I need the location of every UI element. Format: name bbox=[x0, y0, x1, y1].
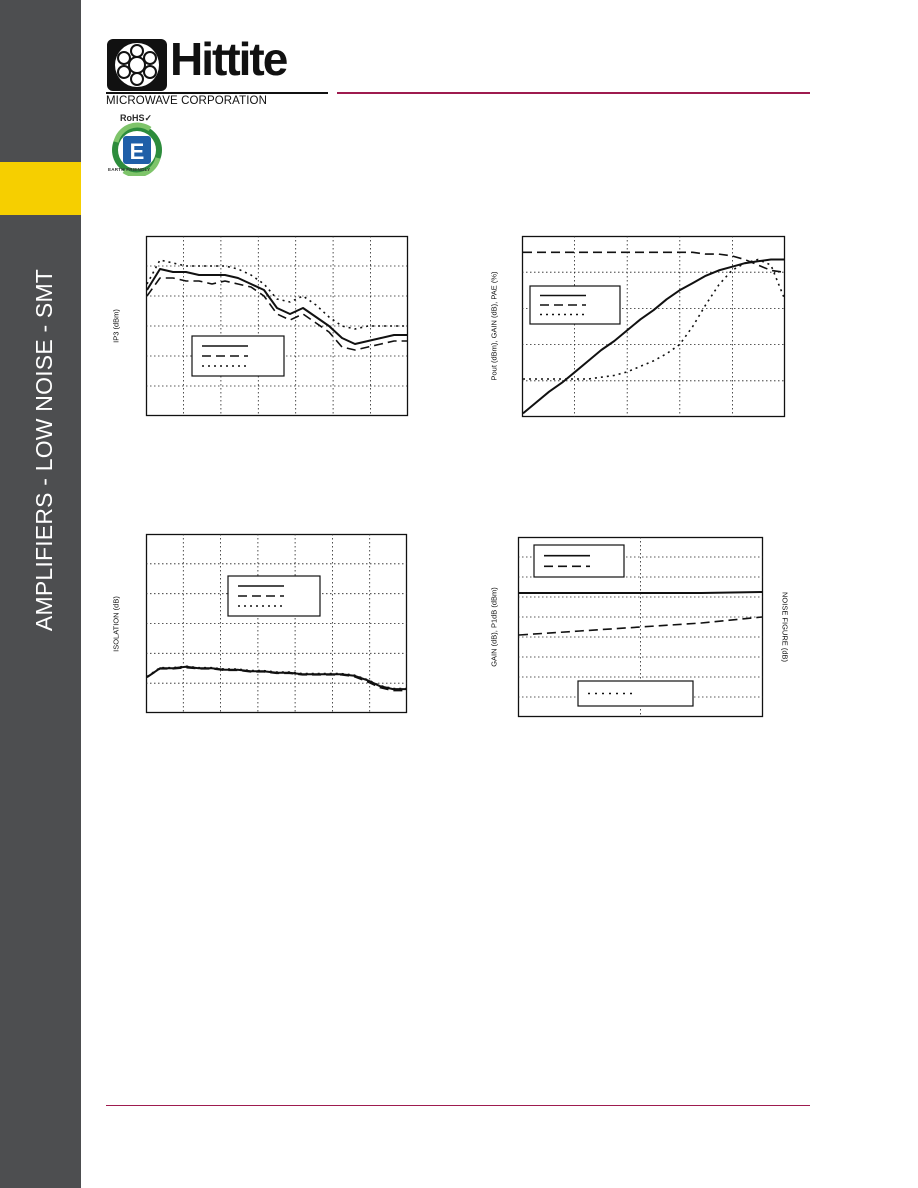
section-title: AMPLIFIERS - LOW NOISE - SMT bbox=[31, 268, 57, 632]
rohs-label: RoHS✓ bbox=[120, 113, 153, 123]
logo-subtitle: MICROWAVE CORPORATION bbox=[106, 92, 328, 107]
ip3-chart-ylabel: IP3 (dBm) bbox=[111, 309, 121, 343]
series-solid-line bbox=[519, 592, 762, 593]
gain-p1db-noise-chart bbox=[518, 537, 763, 717]
gain-chart-ylabel: GAIN (dB), P1dB (dBm) bbox=[489, 587, 499, 667]
power-compression-chart bbox=[522, 236, 785, 417]
legend-box bbox=[534, 545, 624, 577]
rohs-badge bbox=[106, 112, 168, 176]
side-banner-accent bbox=[0, 162, 81, 215]
isolation-chart-ylabel: ISOLATION (dB) bbox=[111, 596, 121, 652]
plot-frame bbox=[147, 237, 408, 416]
power-compression-chart-ylabel: Pout (dBm), GAIN (dB), PAE (%) bbox=[489, 271, 499, 381]
logo-wordmark: Hittite bbox=[170, 33, 287, 85]
earth-friendly-label: EARTH FRIENDLY bbox=[108, 167, 151, 172]
ip3-chart bbox=[146, 236, 408, 416]
isolation-chart bbox=[146, 534, 407, 713]
footer-rule bbox=[106, 1105, 810, 1106]
company-logo bbox=[106, 33, 330, 108]
noise-figure-ylabel: NOISE FIGURE (dB) bbox=[780, 591, 790, 663]
logo-mark-icon bbox=[106, 38, 168, 92]
header-rule bbox=[337, 92, 810, 94]
badge-letter: E bbox=[129, 139, 145, 164]
